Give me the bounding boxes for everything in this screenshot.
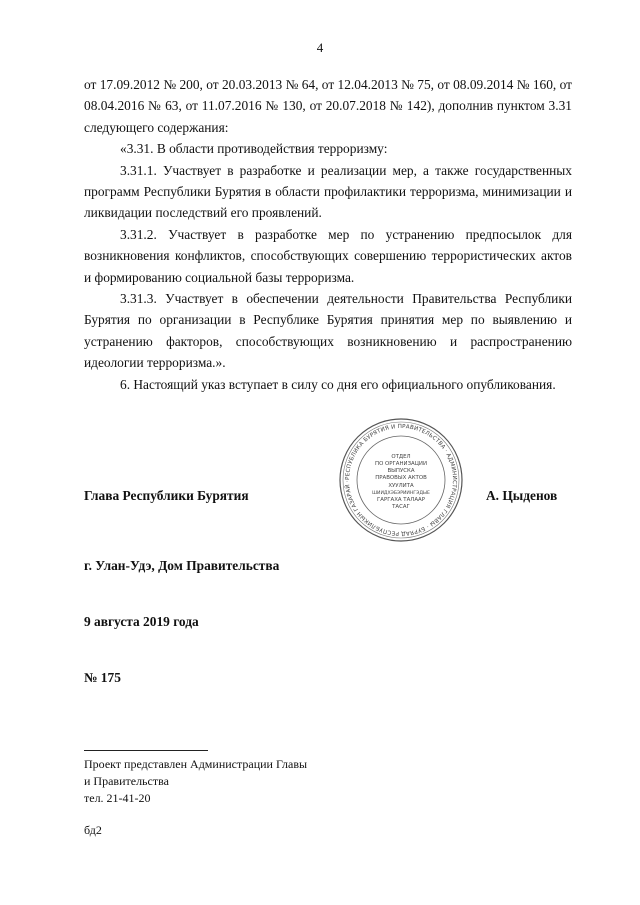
seal-inner-line: ХУУЛИТА — [388, 483, 414, 489]
seal-inner-line: ГАРГАХА ТАЛААР — [377, 497, 425, 503]
official-seal — [338, 417, 464, 543]
footnote-line: и Правительства — [84, 774, 169, 788]
clause-3-31-1: 3.31.1. Участвует в разработке и реализации мер, а также государственных программ Республики Бурятия в области профилактики терроризма, минимизации и ликвидации последствий его проявлений. — [84, 162, 572, 221]
page-number: 4 — [316, 40, 324, 55]
seal-inner-line: ВЫПУСКА — [387, 468, 415, 474]
signature-title: Глава Республики Бурятия — [84, 488, 249, 503]
intro-paragraph: от 17.09.2012 № 200, от 20.03.2013 № 64, от 12.04.2013 № 75, от 08.09.2014 № 160, от 08.04.2016 № 63, от 11.07.2016 № 130, от 20.07.2018 № 142), дополнив пунктом 3.31 следующего содержания: — [84, 77, 572, 135]
final-paragraph: 6. Настоящий указ вступает в силу со дня его официального опубликования. — [120, 377, 556, 392]
footnote — [84, 756, 307, 807]
main-text — [84, 74, 572, 374]
footnote-line: Проект представлен Администрации Главы — [84, 757, 308, 771]
document-code: бд2 — [84, 823, 102, 837]
seal-ring-text: РЕСПУБЛИКА БУРЯТИЯ И ПРАВИТЕЛЬСТВА · АДМИНИСТРАЦИЯ ГЛАВЫ · БУРЯАД РЕСПУБЛИКЫН ГАЗАРАЙ · — [344, 423, 458, 537]
clause-3-31: «3.31. В области противодействия терроризму: — [120, 141, 388, 157]
clause-3-31-2: 3.31.2. Участвует в разработке мер по устранению предпосылок для возникновения конфликтов, способствующих совершению террористических актов и формированию социальной базы терроризма. — [84, 226, 572, 285]
footnote-line: тел. 21-41-20 — [84, 791, 151, 805]
footnote-divider — [84, 750, 208, 751]
final-paragraph-block — [84, 374, 572, 395]
seal-inner-line: ПРАВОВЫХ АКТОВ — [375, 475, 427, 481]
seal-inner-line: ШИИДХЭБЭРИИНГЭДЫЕ — [372, 491, 430, 496]
seal-inner-line: ТАСАГ — [392, 504, 410, 510]
signature-name: А. Цыденов — [486, 488, 558, 503]
date: 9 августа 2019 года — [84, 614, 199, 629]
seal-inner-line: ОТДЕЛ — [391, 454, 411, 460]
place: г. Улан-Удэ, Дом Правительства — [84, 558, 280, 573]
clause-3-31-3: 3.31.3. Участвует в обеспечении деятельности Правительства Республики Бурятия по организации в Республике Бурятия принятия мер по выявлению и устранению факторов, способствующих возникновению и распространению идеологии терроризма.». — [84, 291, 572, 371]
decree-number: № 175 — [84, 670, 121, 685]
seal-inner-line: ПО ОРГАНИЗАЦИИ — [375, 461, 427, 467]
